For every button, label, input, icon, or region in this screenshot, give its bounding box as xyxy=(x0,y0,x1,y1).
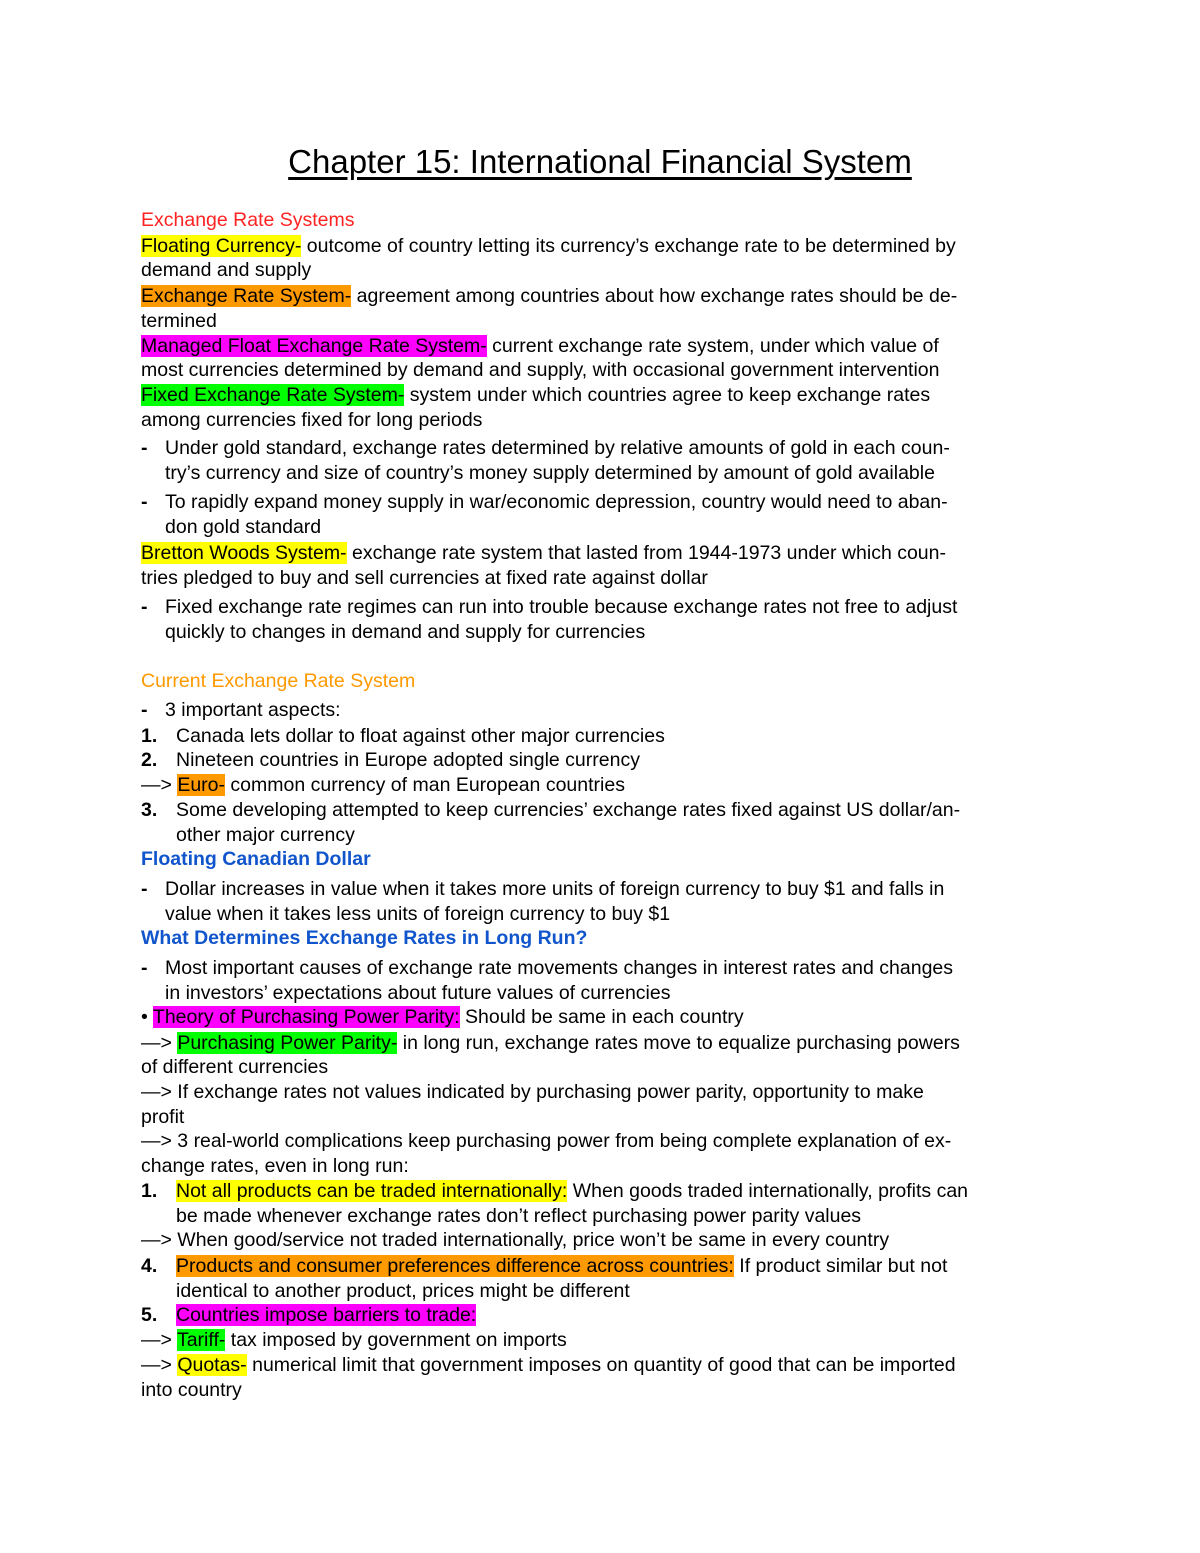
list-item-europe: Nineteen countries in Europe adopted single currency xyxy=(176,749,640,771)
term-ppp-theory: Theory of Purchasing Power Parity: xyxy=(152,1006,460,1028)
list-continuation: identical to another product, prices might be different xyxy=(176,1280,630,1302)
complication-preferences xyxy=(176,1254,947,1279)
term-preferences: Products and consumer preferences difference across countries: xyxy=(176,1255,734,1277)
definition-continuation: into country xyxy=(141,1379,242,1401)
definition-continuation: among currencies fixed for long periods xyxy=(141,409,483,431)
list-number: 1. xyxy=(141,725,158,747)
definition-continuation: tries pledged to buy and sell currencies at fixed rate against dollar xyxy=(141,567,708,589)
arrow-glyph: —> xyxy=(141,774,178,796)
arrow-glyph: —> xyxy=(141,1354,178,1376)
arrow-glyph: —> xyxy=(141,1329,177,1351)
bullet-expand-money-supply: To rapidly expand money supply in war/economic depression, country would need to aban- xyxy=(165,491,948,513)
definition-text: in long run, exchange rates move to equalize purchasing powers xyxy=(397,1032,960,1054)
definition-continuation: most currencies determined by demand and supply, with occasional government intervention xyxy=(141,359,940,381)
definition-text: tax imposed by government on imports xyxy=(225,1329,567,1351)
arrow-ppp xyxy=(141,1031,960,1056)
definition-text: If product similar but not xyxy=(733,1255,948,1277)
bullet-continuation: quickly to changes in demand and supply for currencies xyxy=(165,621,646,643)
bullet-important-aspects: 3 important aspects: xyxy=(165,699,341,721)
list-item-developing: Some developing attempted to keep currencies’ exchange rates fixed against US dollar/an- xyxy=(176,799,961,821)
bullet-continuation: try’s currency and size of country’s money supply determined by amount of gold available xyxy=(165,462,935,484)
term-bretton-woods: Bretton Woods System- xyxy=(141,542,347,564)
term-quotas: Quotas- xyxy=(177,1354,247,1376)
definition-fixed-exchange-rate xyxy=(141,383,930,408)
bullet-dollar-increases: Dollar increases in value when it takes more units of foreign currency to buy $1 and falls in xyxy=(165,878,945,900)
section-heading-exchange-rate-systems: Exchange Rate Systems xyxy=(141,209,355,231)
list-number: 5. xyxy=(141,1304,158,1326)
term-euro: Euro- xyxy=(177,774,225,796)
bullet-important-causes: Most important causes of exchange rate movements changes in interest rates and changes xyxy=(165,957,954,979)
dash-bullet: - xyxy=(141,491,148,513)
subheading-floating-canadian-dollar: Floating Canadian Dollar xyxy=(141,848,371,870)
list-number: 4. xyxy=(141,1255,158,1277)
arrow-complications: —> 3 real-world complications keep purchasing power from being complete explanation of ex- xyxy=(141,1130,952,1152)
definition-text: outcome of country letting its currency’s exchange rate to be determined by xyxy=(301,235,956,257)
section-heading-current-exchange-rate-system: Current Exchange Rate System xyxy=(141,670,416,692)
list-number: 2. xyxy=(141,749,158,771)
list-continuation: other major currency xyxy=(176,824,355,846)
definition-continuation: of different currencies xyxy=(141,1056,329,1078)
dash-bullet: - xyxy=(141,957,148,979)
term-fixed-exchange-rate: Fixed Exchange Rate System- xyxy=(141,384,405,406)
bullet-fixed-regimes: Fixed exchange rate regimes can run into trouble because exchange rates not free to adjust xyxy=(165,596,958,618)
dot-bullet: • xyxy=(141,1006,153,1028)
arrow-euro xyxy=(141,773,625,798)
document-page xyxy=(141,0,1061,1553)
term-floating-currency: Floating Currency- xyxy=(141,235,302,257)
dash-bullet: - xyxy=(141,878,148,900)
definition-managed-float xyxy=(141,334,939,359)
definition-text: Should be same in each country xyxy=(459,1006,744,1028)
list-item-canada: Canada lets dollar to float against other major currencies xyxy=(176,725,665,747)
definition-text: numerical limit that government imposes on quantity of good that can be imported xyxy=(246,1354,956,1376)
arrow-continuation: profit xyxy=(141,1106,185,1128)
list-number: 3. xyxy=(141,799,158,821)
bullet-gold-standard: Under gold standard, exchange rates determined by relative amounts of gold in each coun- xyxy=(165,437,950,459)
arrow-not-traded: —> When good/service not traded internationally, price won’t be same in every country xyxy=(141,1229,890,1251)
definition-continuation: demand and supply xyxy=(141,259,312,281)
definition-bretton-woods xyxy=(141,541,946,566)
definition-text: When goods traded internationally, profits can xyxy=(567,1180,969,1202)
bullet-continuation: value when it takes less units of foreign currency to buy $1 xyxy=(165,903,671,925)
arrow-continuation: change rates, even in long run: xyxy=(141,1155,409,1177)
list-number: 1. xyxy=(141,1180,158,1202)
bullet-continuation: don gold standard xyxy=(165,516,322,538)
term-not-traded: Not all products can be traded internationally: xyxy=(176,1180,568,1202)
arrow-quotas xyxy=(141,1353,956,1378)
definition-floating-currency xyxy=(141,234,956,259)
definition-continuation: termined xyxy=(141,310,217,332)
term-barriers: Countries impose barriers to trade: xyxy=(176,1304,477,1326)
complication-not-traded xyxy=(176,1179,968,1204)
bullet-continuation: in investors’ expectations about future values of currencies xyxy=(165,982,671,1004)
term-tariff: Tariff- xyxy=(176,1329,226,1351)
arrow-opportunity-profit: —> If exchange rates not values indicated by purchasing power parity, opportunity to make xyxy=(141,1081,924,1103)
arrow-tariff xyxy=(141,1328,567,1353)
definition-text: agreement among countries about how exchange rates should be de- xyxy=(351,285,958,307)
definition-text: current exchange rate system, under which value of xyxy=(486,335,939,357)
list-continuation: be made whenever exchange rates don’t reflect purchasing power parity values xyxy=(176,1205,862,1227)
term-exchange-rate-system: Exchange Rate System- xyxy=(141,285,352,307)
complication-barriers xyxy=(176,1303,476,1328)
term-managed-float: Managed Float Exchange Rate System- xyxy=(141,335,487,357)
term-ppp: Purchasing Power Parity- xyxy=(177,1032,398,1054)
definition-text: common currency of man European countries xyxy=(225,774,625,796)
definition-exchange-rate-system xyxy=(141,284,957,309)
definition-text: system under which countries agree to keep exchange rates xyxy=(404,384,931,406)
dash-bullet: - xyxy=(141,699,148,721)
arrow-glyph: —> xyxy=(141,1032,178,1054)
definition-text: exchange rate system that lasted from 1944-1973 under which coun- xyxy=(346,542,946,564)
dash-bullet: - xyxy=(141,437,148,459)
dash-bullet: - xyxy=(141,596,148,618)
page-title: Chapter 15: International Financial System xyxy=(288,143,912,180)
ppp-theory-line xyxy=(141,1005,744,1030)
subheading-long-run: What Determines Exchange Rates in Long Run? xyxy=(141,927,588,949)
